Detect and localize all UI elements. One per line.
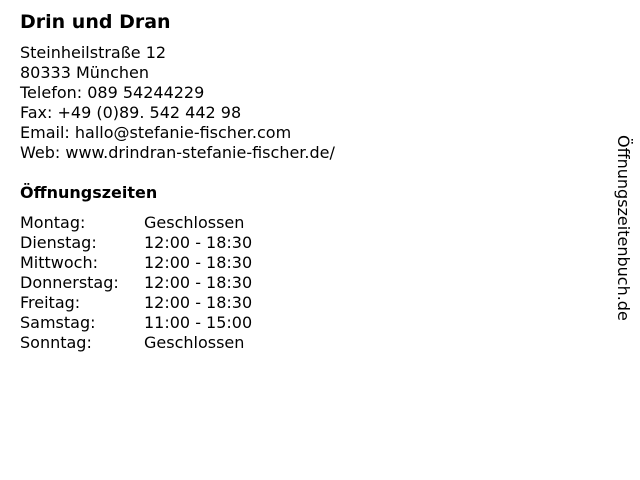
day-label: Dienstag: [20, 233, 97, 252]
time-value: 12:00 - 18:30 [144, 253, 253, 272]
opening-hours-table [20, 213, 252, 353]
phone-number: Telefon: 089 54244229 [20, 83, 205, 102]
hours-row-friday [20, 293, 252, 313]
day-label: Sonntag: [20, 333, 92, 352]
hours-row-thursday [20, 273, 252, 293]
time-value: 12:00 - 18:30 [144, 293, 253, 312]
opening-hours-heading: Öffnungszeiten [20, 183, 158, 202]
time-value: 11:00 - 15:00 [144, 313, 253, 332]
time-value: Geschlossen [144, 333, 245, 352]
email-address: Email: hallo@stefanie-fischer.com [20, 123, 292, 142]
city: 80333 München [20, 63, 149, 82]
time-value: 12:00 - 18:30 [144, 233, 253, 252]
day-label: Freitag: [20, 293, 81, 312]
day-label: Donnerstag: [20, 273, 119, 292]
fax-number: Fax: +49 (0)89. 542 442 98 [20, 103, 242, 122]
hours-row-saturday [20, 313, 252, 333]
street-address: Steinheilstraße 12 [20, 43, 167, 62]
hours-row-tuesday [20, 233, 252, 253]
day-label: Montag: [20, 213, 86, 232]
day-label: Mittwoch: [20, 253, 98, 272]
time-value: Geschlossen [144, 213, 245, 232]
contact-block [20, 43, 335, 163]
business-name: Drin und Dran [20, 11, 171, 33]
website: Web: www.drindran-stefanie-fischer.de/ [20, 143, 335, 162]
hours-row-wednesday [20, 253, 252, 273]
day-label: Samstag: [20, 313, 96, 332]
hours-row-monday [20, 213, 252, 233]
site-brand-label: Öffnungszeitenbuch.de [614, 135, 633, 321]
time-value: 12:00 - 18:30 [144, 273, 253, 292]
hours-row-sunday [20, 333, 252, 353]
